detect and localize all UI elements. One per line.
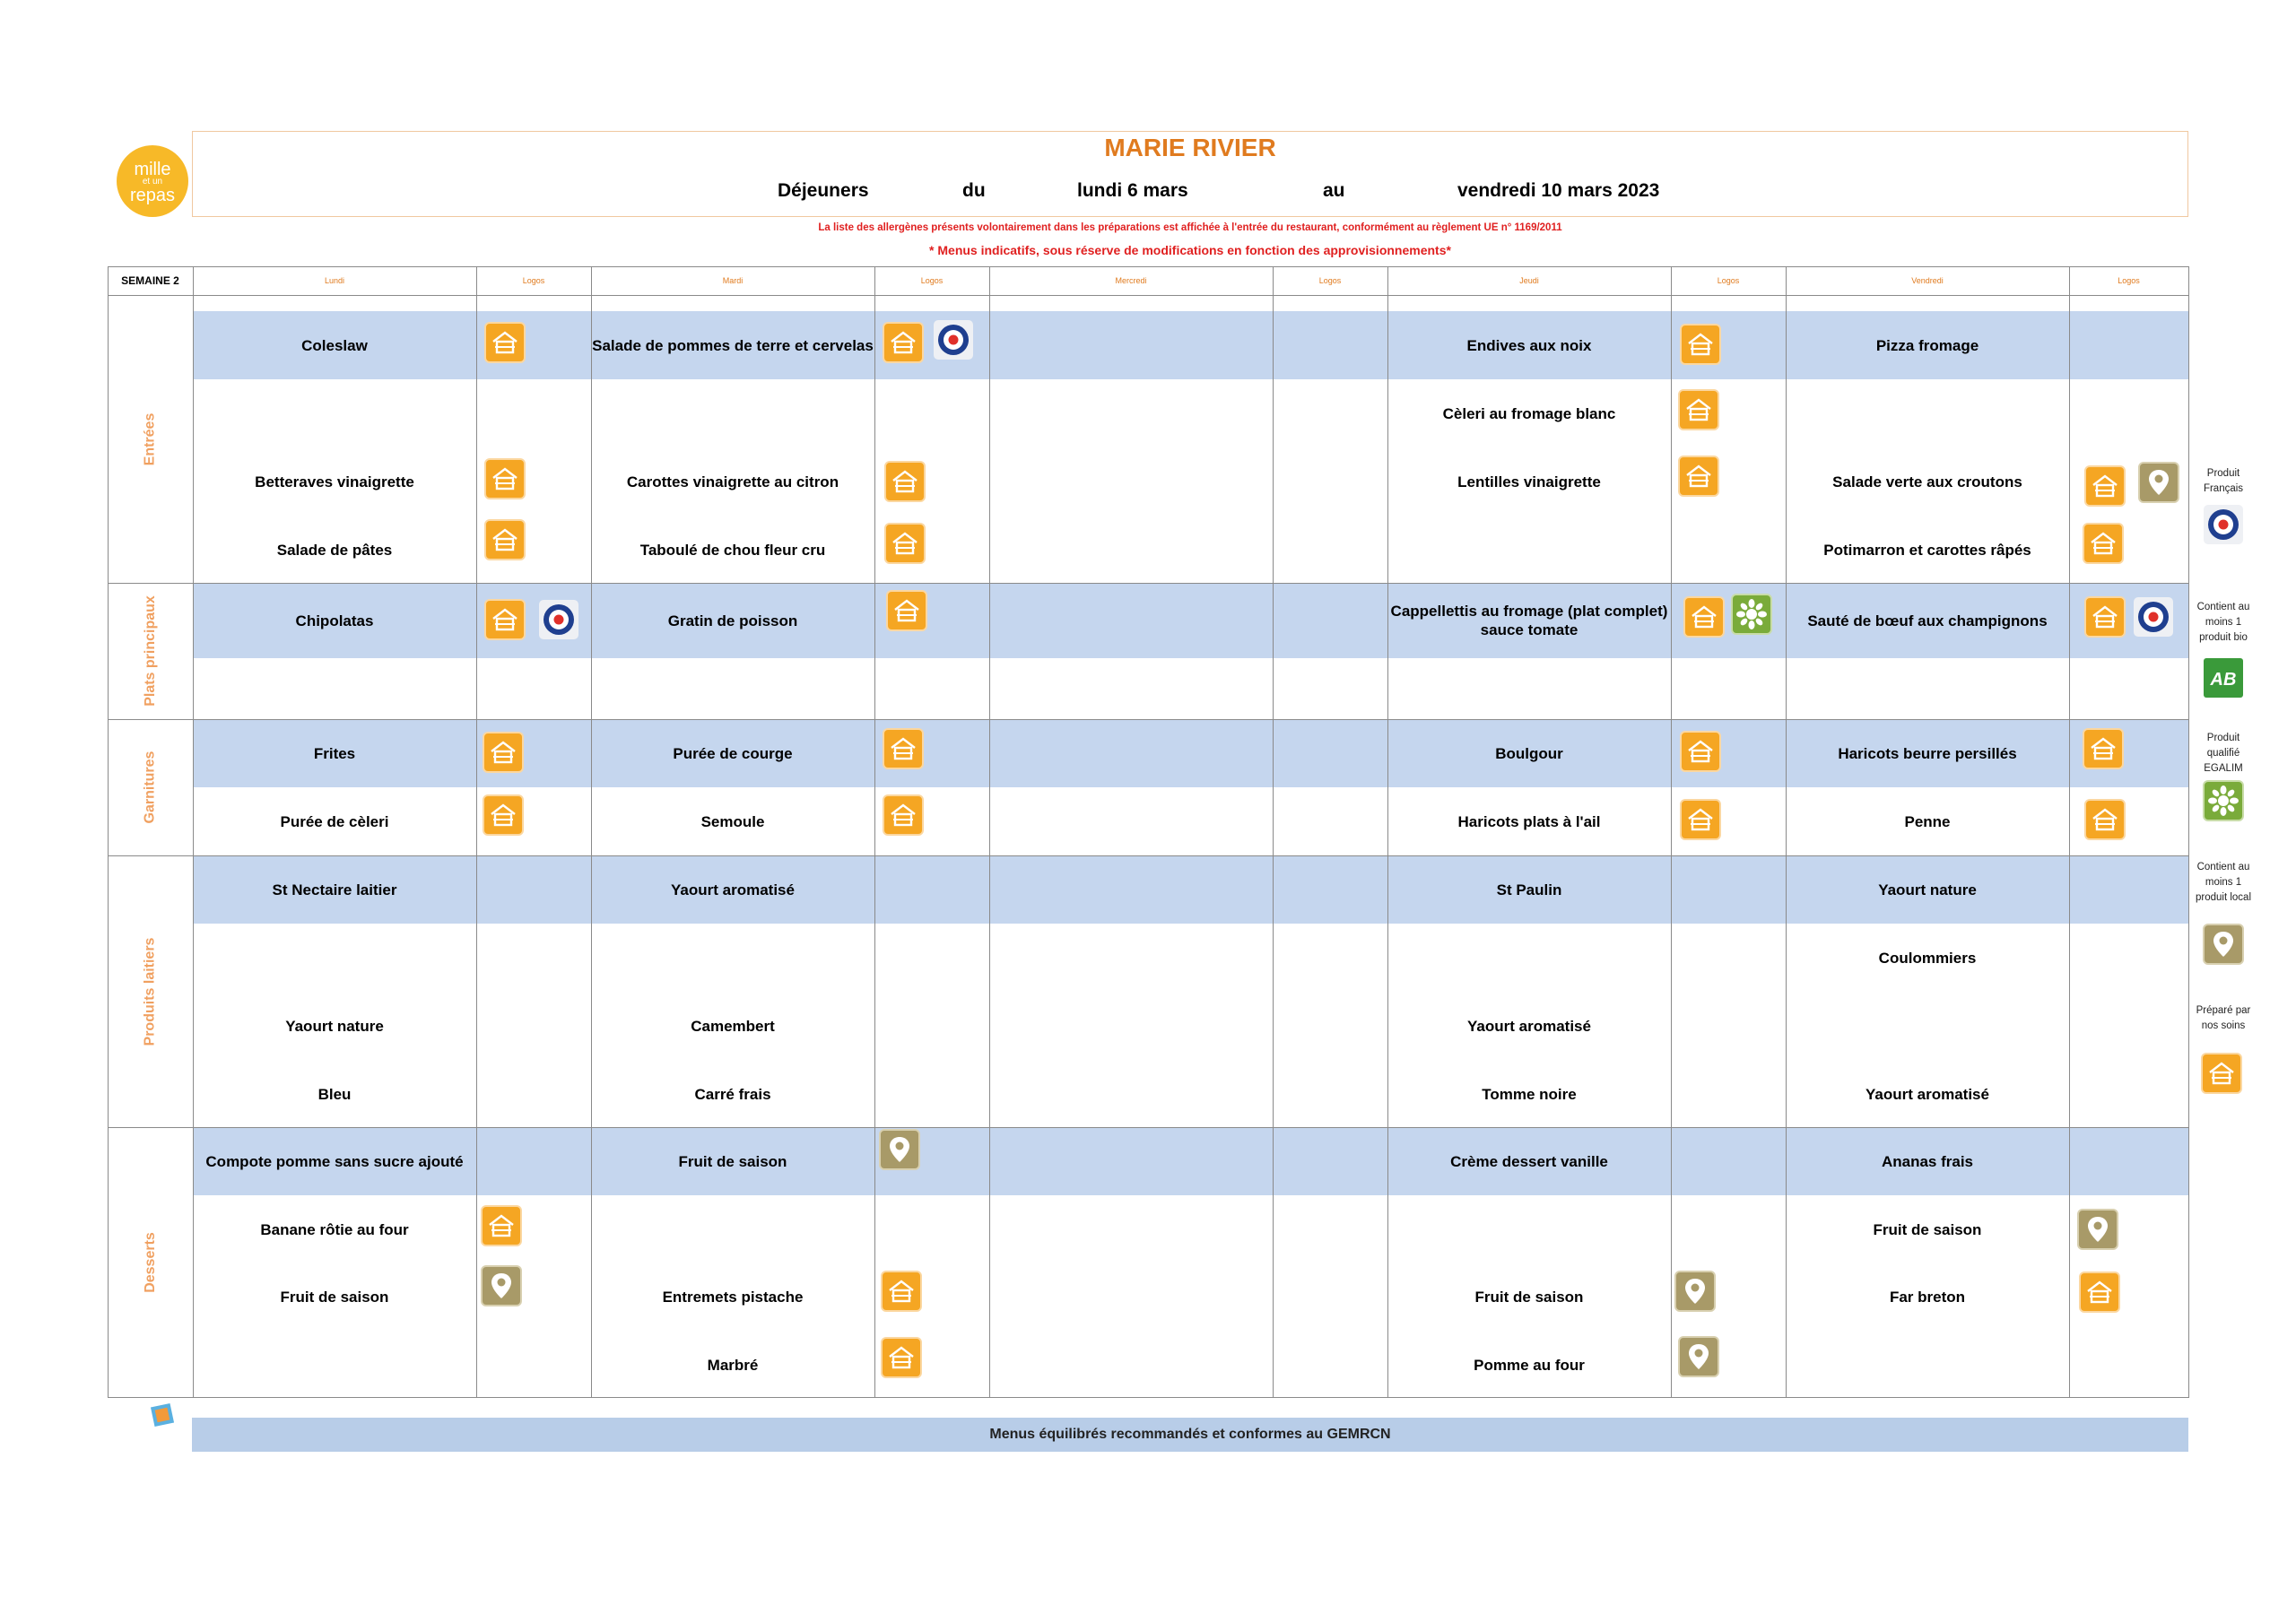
legend-label-french: Produit Français [2203,468,2244,494]
dish-item: Pizza fromage [1875,336,1979,354]
house-icon [484,458,526,499]
french-roundel-icon [538,599,579,640]
dish-item: Fruit de saison [1873,1220,1982,1238]
location-pin-icon [2138,462,2179,503]
dish-item: Yaourt aromatisé [1866,1085,1989,1103]
end-date: vendredi 10 mars 2023 [1457,180,1660,201]
house-icon [484,322,526,363]
dish-item: Camembert [691,1017,775,1035]
house-icon [1678,456,1719,497]
col-header-logos: Logos [522,276,545,285]
dish-item: Chipolatas [295,612,374,629]
category-laitiers: Produits laitiers [142,937,158,1046]
house-icon [884,461,926,502]
house-icon [1680,799,1721,840]
house-icon [886,590,927,631]
dish-item: Far breton [1889,1288,1966,1306]
house-icon [1680,324,1721,365]
allergen-notice: La liste des allergènes présents volontairement dans les préparations est affichée à l'entrée du restaurant, conformément au règlement UE n° 1169/2011 [818,222,1562,233]
bio-ab-icon [2203,657,2244,699]
dish-item: Yaourt nature [285,1017,384,1035]
indicative-notice: * Menus indicatifs, sous réserve de modifications en fonction des approvisionnements* [929,243,1451,257]
house-icon [484,599,526,640]
location-pin-icon [879,1129,920,1170]
dish-item: Yaourt aromatisé [671,881,795,898]
house-icon [483,794,524,836]
house-icon [2079,1271,2120,1313]
meal-label: Déjeuners [778,180,869,201]
brand-logo [117,145,188,217]
french-roundel-icon [933,319,974,360]
house-icon [884,523,926,564]
dish-item: Carottes vinaigrette au citron [626,473,839,490]
menu-table [108,266,2189,1398]
house-icon [881,1337,922,1378]
menu-header [192,131,2188,217]
dish-item: Penne [1904,812,1951,830]
house-icon [484,519,526,560]
dish-item: Tomme noire [1482,1085,1577,1103]
dish-item: Salade verte aux croutons [1832,473,2022,490]
location-pin-icon [1674,1271,1716,1312]
start-date: lundi 6 mars [1077,180,1188,201]
col-header-logos: Logos [1717,276,1740,285]
logo-line-3: repas [129,186,176,205]
dish-item: Potimarron et carottes râpés [1823,541,2031,559]
house-icon [2084,465,2126,507]
logo-line-2: et un [142,177,163,187]
egalim-leaf-icon [2203,780,2244,821]
dish-item: Taboulé de chou fleur cru [639,541,826,559]
dish-item: Coleslaw [301,336,368,354]
date-from-label: du [962,180,986,201]
category-garnitures: Garnitures [142,751,158,824]
dish-item: Purée de cèleri [280,812,389,830]
page-title: MARIE RIVIER [1104,134,1276,161]
dish-item: Salade de pommes de terre et cervelas [592,336,874,354]
gemrcn-icon [151,1403,174,1427]
dish-item: Banane rôtie au four [260,1220,409,1238]
dish-item: Ananas frais [1881,1152,1974,1170]
dish-item: Sauté de bœuf aux champignons [1807,612,2048,629]
dish-item: Betteraves vinaigrette [255,473,414,490]
house-icon [883,322,924,363]
footer-banner: Menus équilibrés recommandés et conformes au GEMRCN [192,1418,2188,1452]
legend-label-bio: Contient au moins 1 produit bio [2196,602,2250,643]
dish-item: Yaourt nature [1878,881,1977,898]
dish-item: Fruit de saison [1474,1288,1584,1306]
house-icon [881,1271,922,1312]
date-to-label: au [1323,180,1345,201]
dish-item: Bleu [317,1085,352,1103]
dish-item: Pomme au four [1474,1356,1585,1374]
col-header-vendredi: Vendredi [1911,276,1944,285]
house-icon [883,794,924,836]
category-desserts: Desserts [142,1231,158,1293]
house-icon [481,1205,522,1246]
col-header-mardi: Mardi [722,276,744,285]
dish-item: Entremets pistache [662,1288,804,1306]
dish-item: Purée de courge [673,744,793,762]
house-icon [2201,1053,2242,1094]
legend-label-homemade: Préparé par nos soins [2196,1005,2251,1031]
col-header-jeudi: Jeudi [1519,276,1539,285]
dish-item: Frites [313,744,356,762]
dish-item: Carré frais [694,1085,771,1103]
house-icon [483,732,524,773]
dish-item: Semoule [700,812,765,830]
dish-item: Salade de pâtes [276,541,393,559]
dish-item: Gratin de poisson [667,612,798,629]
dish-item: Compote pomme sans sucre ajouté [205,1152,464,1170]
dish-item: Cappellettis au fromage (plat complet) sauce tomate [1390,603,1668,638]
egalim-leaf-icon [1731,594,1772,635]
category-plats: Plats principaux [142,595,158,707]
dish-item: Fruit de saison [280,1288,389,1306]
location-pin-icon [1678,1336,1719,1377]
dish-item: Endives aux noix [1466,336,1592,354]
house-icon [883,728,924,769]
dish-item: St Nectaire laitier [272,881,397,898]
dish-item: Boulgour [1495,744,1563,762]
dish-item: St Paulin [1496,881,1562,898]
house-icon [1678,389,1719,430]
house-icon [2084,596,2126,638]
col-header-lundi: Lundi [324,276,345,285]
french-roundel-icon [2203,504,2244,545]
dish-item: Fruit de saison [678,1152,787,1170]
dish-item: Lentilles vinaigrette [1457,473,1601,490]
col-header-logos: Logos [2118,276,2140,285]
week-label: SEMAINE 2 [121,274,179,287]
dish-item: Cèleri au fromage blanc [1442,404,1616,422]
location-pin-icon [2077,1209,2118,1250]
house-icon [2083,523,2124,564]
french-roundel-icon [2133,596,2174,638]
dish-item: Haricots plats à l'ail [1457,812,1601,830]
dish-item: Crème dessert vanille [1450,1152,1608,1170]
category-entrees: Entrées [142,412,158,465]
col-header-mercredi: Mercredi [1115,276,1147,285]
logo-line-1: mille [134,160,171,179]
location-pin-icon [481,1265,522,1306]
location-pin-icon [2203,924,2244,965]
house-icon [1683,596,1725,638]
dish-item: Haricots beurre persillés [1838,744,2017,762]
legend-label-local: Contient au moins 1 produit local [2195,862,2251,903]
dish-item: Marbré [707,1356,759,1374]
house-icon [2084,799,2126,840]
dish-item: Yaourt aromatisé [1467,1017,1591,1035]
house-icon [2083,728,2124,769]
house-icon [1680,731,1721,772]
dish-item: Coulommiers [1878,949,1977,967]
col-header-logos: Logos [920,276,944,285]
col-header-logos: Logos [1318,276,1342,285]
legend-label-egalim: Produit qualifié EGALIM [2204,733,2243,774]
